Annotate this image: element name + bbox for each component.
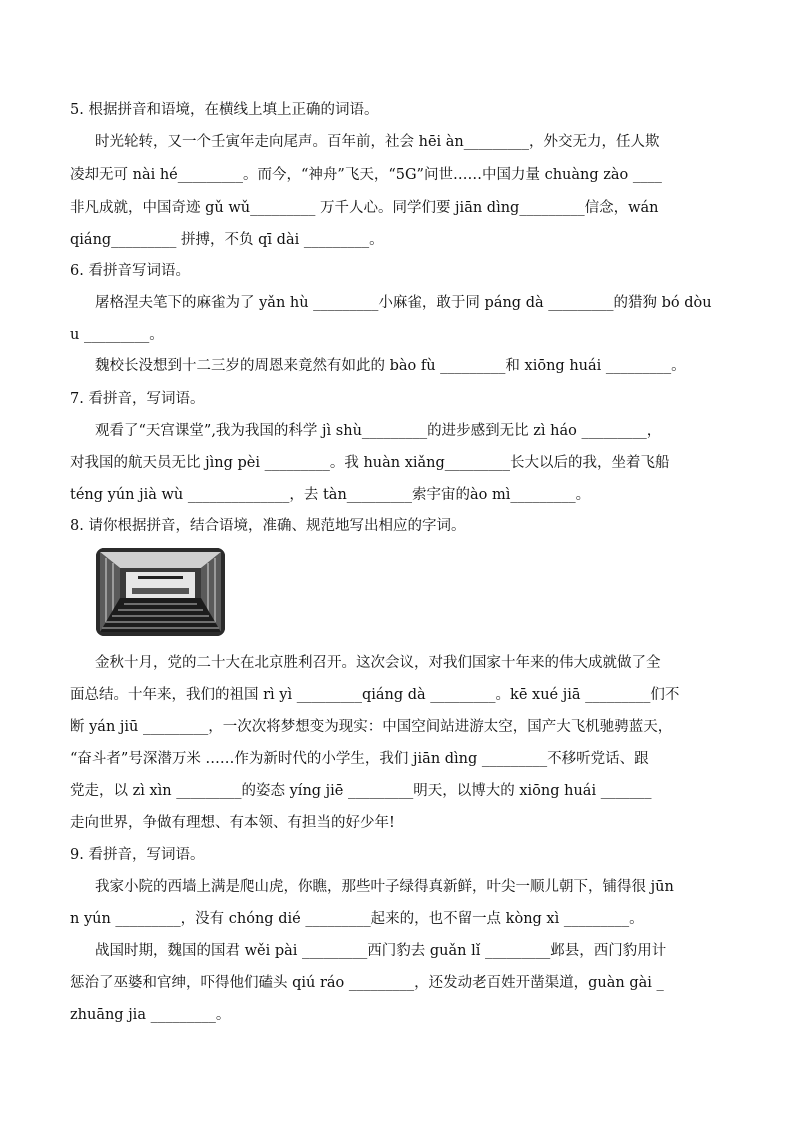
- question-8-text-line: “奋斗者”号深潜万米 ……作为新时代的小学生，我们 jiān dìng _________不移听党话、跟: [70, 751, 649, 767]
- question-8-text-line: 金秋十月，党的二十大在北京胜利召开。这次会议，对我们国家十年来的伟大成就做了全: [95, 655, 661, 671]
- question-6-text-line: u _________。: [70, 327, 164, 343]
- question-9-text-line: zhuāng jia _________。: [70, 1007, 231, 1023]
- question-7-text-line: 观看了“天宫课堂”,我为我国的科学 jì shù_________的进步感到无比 zì háo _________，: [95, 423, 662, 439]
- question-7-text-line: téng yún jià wù ______________，去 tàn_________索宇宙的ào mì_________。: [70, 487, 591, 503]
- congress-hall-image: [96, 548, 225, 636]
- question-6-heading: 6. 看拼音写词语。: [70, 263, 190, 279]
- question-9-text-line: 战国时期，魏国的国君 wěi pài _________西门豹去 guǎn lǐ _________邺县，西门豹用计: [95, 943, 667, 959]
- question-5-text-line: 凌却无可 nài hé_________。而今，“神舟”飞天，“5G”问世……中国力量 chuàng zào ____: [70, 167, 662, 183]
- question-8-text-line: 断 yán jiū _________，一次次将梦想变为现实：中国空间站进游太空，国产大飞机驰骋蓝天，: [70, 719, 673, 735]
- question-8-heading: 8. 请你根据拼音，结合语境，准确、规范地写出相应的字词。: [70, 518, 466, 534]
- question-5-text-line: 时光轮转，又一个壬寅年走向尾声。百年前，社会 hēi àn_________，外交无力，任人欺: [95, 134, 660, 150]
- question-7-heading: 7. 看拼音，写词语。: [70, 391, 205, 407]
- question-8-text-line: 走向世界，争做有理想、有本领、有担当的好少年!: [70, 815, 395, 831]
- question-5-text-line: qiáng_________ 拼搏，不负 qī dài _________。: [70, 232, 384, 248]
- question-8-text-line: 面总结。十年来，我们的祖国 rì yì _________qiáng dà _________。kē xué jiā _________们不: [70, 687, 680, 703]
- question-7-text-line: 对我国的航天员无比 jìng pèi _________。我 huàn xiǎng_________长大以后的我，坐着飞船: [70, 455, 670, 471]
- question-5-heading: 5. 根据拼音和语境，在横线上填上正确的词语。: [70, 102, 379, 118]
- question-5-text-line: 非凡成就，中国奇迹 gǔ wǔ_________ 万千人心。同学们要 jiān dìng_________信念，wán: [70, 200, 659, 216]
- question-9-heading: 9. 看拼音，写词语。: [70, 847, 205, 863]
- question-6-text-line: 魏校长没想到十二三岁的周恩来竟然有如此的 bào fù _________和 xiōng huái _________。: [95, 358, 686, 374]
- question-9-text-line: n yún _________，没有 chóng dié _________起来的，也不留一点 kòng xì _________。: [70, 911, 644, 927]
- congress-hall-photo: [96, 548, 225, 636]
- question-9-text-line: 我家小院的西墙上满是爬山虎，你瞧，那些叶子绿得真新鲜，叶尖一顺儿朝下，铺得很 jūn: [95, 879, 674, 895]
- question-9-text-line: 惩治了巫婆和官绅，吓得他们磕头 qiú ráo _________，还发动老百姓开凿渠道，guàn gài _: [70, 975, 664, 991]
- question-6-text-line: 屠格涅夫笔下的麻雀为了 yǎn hù _________小麻雀，敢于同 páng dà _________的猎狗 bó dòu: [95, 295, 712, 311]
- question-8-text-line: 党走，以 zì xìn _________的姿态 yíng jiē _________明天，以博大的 xiōng huái _______: [70, 783, 652, 799]
